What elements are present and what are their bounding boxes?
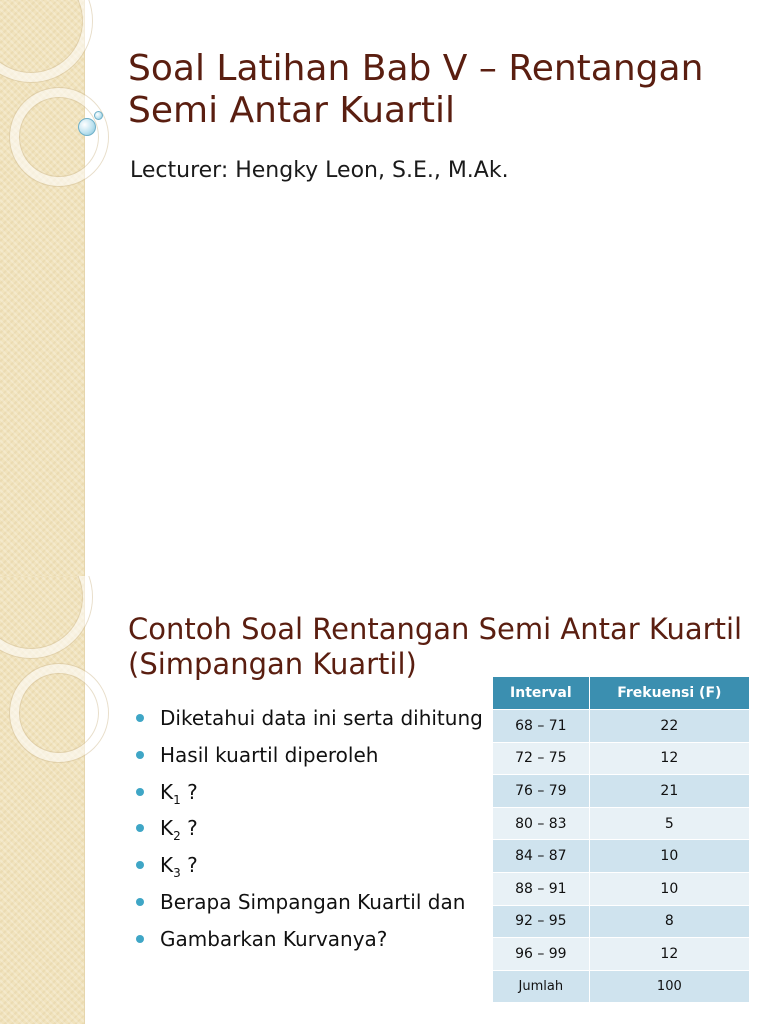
decorative-ring xyxy=(0,0,92,82)
bullet-item-k3: $K_3$ ? xyxy=(134,847,483,884)
decorative-bubble-icon xyxy=(78,118,96,136)
interval-cell: 76 – 79 xyxy=(493,775,590,808)
table-row xyxy=(493,807,750,840)
table-header-row xyxy=(493,677,750,710)
interval-cell: 80 – 83 xyxy=(493,807,590,840)
frequency-cell: 22 xyxy=(589,710,749,743)
bullet-item-k2: $K_2$ ? xyxy=(134,810,483,847)
bullet-item: Diketahui data ini serta dihitung xyxy=(134,700,483,737)
lecturer-subtitle: Lecturer: Hengky Leon, S.E., M.Ak. xyxy=(130,158,509,183)
frequency-cell: 21 xyxy=(589,775,749,808)
decorative-ring xyxy=(10,664,108,762)
interval-cell: 84 – 87 xyxy=(493,840,590,873)
interval-cell: 92 – 95 xyxy=(493,905,590,938)
slide-content xyxy=(0,576,768,1024)
interval-cell: 72 – 75 xyxy=(493,742,590,775)
table-row xyxy=(493,905,750,938)
decorative-bubble-icon xyxy=(94,111,103,120)
table-row xyxy=(493,938,750,971)
bullet-list xyxy=(134,700,483,958)
table-row xyxy=(493,840,750,873)
decorative-side-strip xyxy=(0,0,85,576)
frequency-cell: 10 xyxy=(589,840,749,873)
decorative-side-strip xyxy=(0,576,85,1024)
column-header-interval: Interval xyxy=(493,677,590,710)
table-row xyxy=(493,775,750,808)
bullet-item-k1: $K_1$ ? xyxy=(134,774,483,811)
table-row xyxy=(493,710,750,743)
total-value-cell: 100 xyxy=(589,970,749,1003)
interval-cell: 96 – 99 xyxy=(493,938,590,971)
table-total-row xyxy=(493,970,750,1003)
frequency-table xyxy=(492,676,750,1003)
slide-heading: Contoh Soal Rentangan Semi Antar Kuartil (Simpangan Kuartil) xyxy=(128,612,743,681)
total-label-cell: Jumlah xyxy=(493,970,590,1003)
frequency-cell: 12 xyxy=(589,742,749,775)
frequency-cell: 12 xyxy=(589,938,749,971)
slide-title-text: Soal Latihan Bab V – Rentangan Semi Antar Kuartil xyxy=(128,48,704,131)
column-header-frekuensi: Frekuensi (F) xyxy=(589,677,749,710)
frequency-cell: 5 xyxy=(589,807,749,840)
decorative-ring xyxy=(10,88,108,186)
bullet-item: Gambarkan Kurvanya? xyxy=(134,921,483,958)
bullet-item: Berapa Simpangan Kuartil dan xyxy=(134,884,483,921)
table-row xyxy=(493,742,750,775)
interval-cell: 68 – 71 xyxy=(493,710,590,743)
frequency-cell: 8 xyxy=(589,905,749,938)
bullet-item: Hasil kuartil diperoleh xyxy=(134,737,483,774)
decorative-ring xyxy=(0,576,92,658)
table-row xyxy=(493,872,750,905)
interval-cell: 88 – 91 xyxy=(493,872,590,905)
frequency-cell: 10 xyxy=(589,872,749,905)
